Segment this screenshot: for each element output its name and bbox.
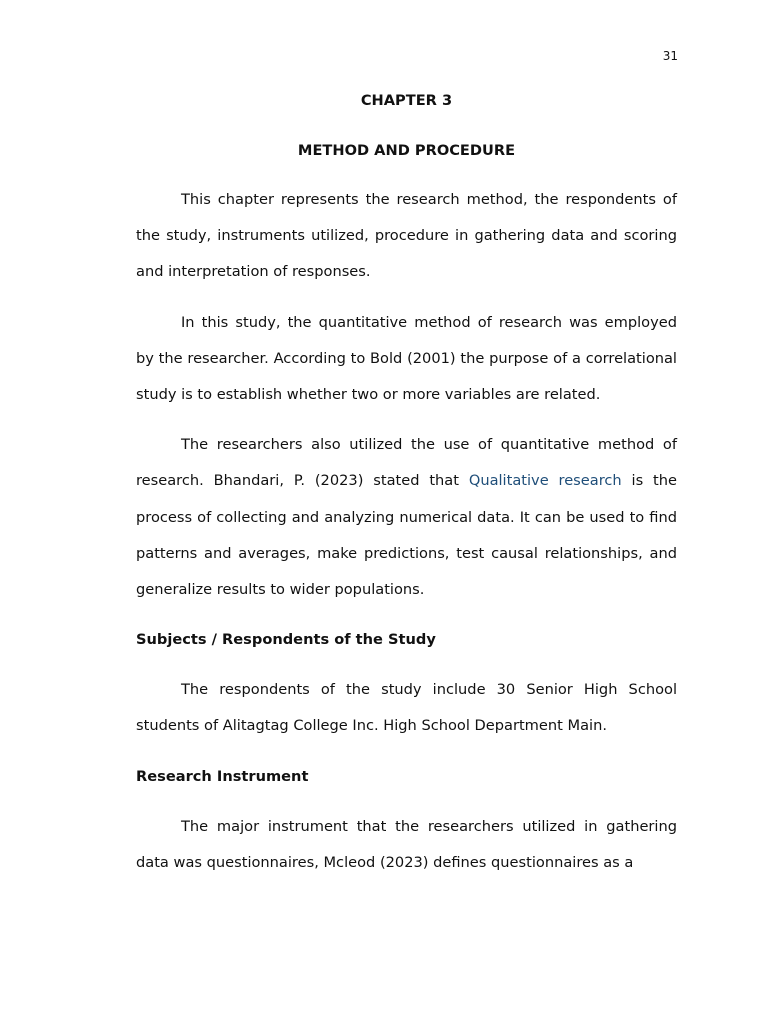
qualitative-research-link[interactable]: Qualitative research	[468, 472, 622, 490]
paragraph-bhandari-text-end: is the process of collecting and analyzing numerical data. It can be used to find patterns and averages, make predictions, test causal relationships, and generalize results to wider populations.	[136, 472, 677, 599]
paragraph-instrument: The major instrument that the researchers utilized in gathering data was questionnaires, Mcleod (2023) defines questionnaires as a	[136, 817, 677, 871]
chapter-heading: CHAPTER 3	[360, 92, 453, 109]
paragraph-respondents: The respondents of the study include 30 Senior High School students of Alitagtag College Inc. High School Department Main.	[136, 681, 677, 735]
paragraph-intro: This chapter represents the research method, the respondents of the study, instruments utilized, procedure in gathering data and scoring and interpretation of responses.	[136, 191, 677, 281]
page-content	[136, 90, 677, 881]
paragraph-bhandari-text-start: The researchers also utilized the use of quantitative method of research. Bhandari, P. (2023) stated that	[136, 436, 677, 490]
paragraph-quantitative-method: In this study, the quantitative method of research was employed by the researcher. According to Bold (2001) the purpose of a correlational study is to establish whether two or more variables are related.	[136, 313, 677, 404]
page-number: 31	[662, 49, 678, 63]
section-heading-respondents: Subjects / Respondents of the Study	[136, 631, 436, 649]
paragraph-bhandari	[136, 427, 677, 608]
chapter-title: METHOD AND PROCEDURE	[297, 142, 516, 159]
section-heading-instrument: Research Instrument	[136, 767, 309, 785]
